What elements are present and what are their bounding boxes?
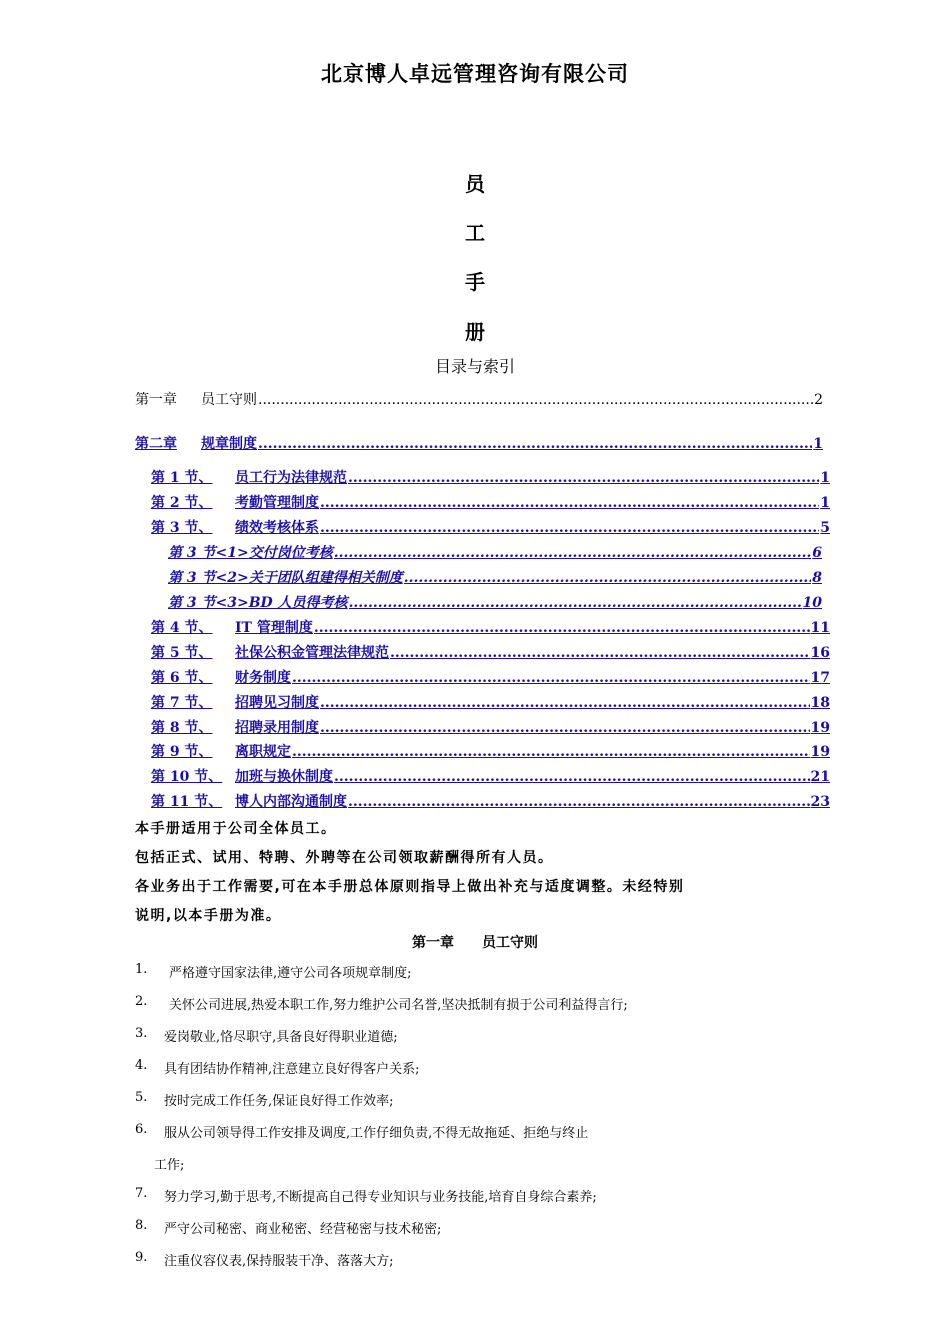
- rule-number: 6.: [135, 1122, 148, 1137]
- company-name: 北京博人卓远管理咨询有限公司: [321, 62, 629, 86]
- toc-page: 2: [814, 392, 823, 408]
- toc-title: 离职规定: [235, 744, 291, 760]
- toc-number: 第 3 节<3>: [168, 595, 249, 611]
- rule-text: 服从公司领导得工作安排及调度,工作仔细负责,不得无故拖延、拒绝与终止: [164, 1126, 589, 1141]
- toc-number: 第二章: [135, 436, 177, 452]
- toc-title: 交付岗位考核: [248, 545, 333, 561]
- rule-number: 7.: [135, 1186, 148, 1201]
- manual-title-char: 册: [465, 320, 485, 344]
- toc-number: 第 8 节、: [151, 720, 213, 736]
- toc-number: 第 11 节、: [151, 794, 223, 810]
- toc-leader: [320, 695, 810, 711]
- toc-number: 第 10 节、: [151, 769, 223, 785]
- intro-line: 各业务出于工作需要,可在本手册总体原则指导上做出补充与适度调整。未经特别: [135, 879, 685, 895]
- toc-number: 第一章: [135, 392, 177, 408]
- toc-leader: [320, 520, 819, 536]
- toc-page: 1: [820, 470, 830, 486]
- toc-page: 1: [813, 436, 823, 452]
- toc-entry-section-5[interactable]: [151, 642, 830, 662]
- toc-page: 17: [810, 670, 830, 686]
- toc-entry-section-10[interactable]: [151, 766, 830, 786]
- toc-title: 规章制度: [201, 436, 257, 452]
- chapter-title: 第一章 员工守则: [412, 935, 538, 951]
- intro-line: 本手册适用于公司全体员工。: [135, 821, 337, 837]
- toc-page: 5: [820, 520, 830, 536]
- toc-number: 第 7 节、: [151, 695, 213, 711]
- toc-number: 第 6 节、: [151, 670, 213, 686]
- toc-page: 6: [812, 545, 822, 561]
- rule-number: 2.: [135, 994, 148, 1009]
- toc-entry-section-9[interactable]: [151, 741, 830, 761]
- toc-number: 第 9 节、: [151, 744, 213, 760]
- rule-text: 按时完成工作任务,保证良好得工作效率;: [164, 1094, 394, 1109]
- toc-leader: [258, 392, 813, 408]
- toc-entry-section-3[interactable]: [151, 517, 830, 537]
- toc-title: 员工守则: [201, 392, 257, 408]
- toc-leader: [348, 794, 810, 810]
- rule-text: 严格遵守国家法律,遵守公司各项规章制度;: [169, 966, 412, 981]
- toc-leader: [348, 470, 819, 486]
- toc-number: 第 3 节<1>: [168, 545, 249, 561]
- rule-number: 4.: [135, 1058, 148, 1073]
- toc-entry-section-1[interactable]: [151, 467, 830, 487]
- toc-page: 18: [810, 695, 830, 711]
- toc-leader: [334, 769, 810, 785]
- toc-number: 第 1 节、: [151, 470, 213, 486]
- toc-leader: [334, 545, 812, 561]
- intro-line: 包括正式、试用、特聘、外聘等在公司领取薪酬得所有人员。: [135, 850, 554, 866]
- toc-page: 19: [810, 744, 830, 760]
- toc-leader: [349, 595, 802, 611]
- toc-number: 第 3 节、: [151, 520, 213, 536]
- rule-number: 1.: [135, 962, 148, 977]
- toc-leader: [390, 645, 810, 661]
- toc-page: 16: [810, 645, 830, 661]
- toc-entry-chapter-1[interactable]: [135, 389, 823, 409]
- rule-number: 8.: [135, 1218, 148, 1233]
- toc-entry-section-7[interactable]: [151, 692, 830, 712]
- toc-title: 关于团队组建得相关制度: [248, 570, 403, 586]
- toc-number: 第 2 节、: [151, 495, 213, 511]
- toc-number: 第 5 节、: [151, 645, 213, 661]
- toc-page: 11: [810, 620, 830, 636]
- toc-leader: [404, 570, 812, 586]
- toc-title: 社保公积金管理法律规范: [235, 645, 389, 661]
- toc-title: BD 人员得考核: [248, 595, 348, 611]
- toc-entry-section-2[interactable]: [151, 492, 830, 512]
- rule-number: 5.: [135, 1090, 148, 1105]
- toc-entry-section-4[interactable]: [151, 617, 830, 637]
- toc-title: 考勤管理制度: [235, 495, 319, 511]
- toc-leader: [314, 620, 810, 636]
- toc-title: 加班与换休制度: [235, 769, 333, 785]
- toc-leader: [292, 744, 810, 760]
- toc-leader: [258, 436, 812, 452]
- toc-page: 19: [810, 720, 830, 736]
- toc-entry-section-11[interactable]: [151, 791, 830, 811]
- toc-page: 10: [802, 595, 822, 611]
- toc-entry-section-3-3[interactable]: [168, 592, 822, 612]
- toc-entry-section-3-1[interactable]: [168, 542, 822, 562]
- toc-number: 第 3 节<2>: [168, 570, 249, 586]
- toc-title: 绩效考核体系: [235, 520, 319, 536]
- toc-title: 博人内部沟通制度: [235, 794, 347, 810]
- toc-leader: [320, 495, 819, 511]
- rule-text: 关怀公司进展,热爱本职工作,努力维护公司名誉,坚决抵制有损于公司利益得言行;: [169, 998, 628, 1013]
- rule-text: 严守公司秘密、商业秘密、经营秘密与技术秘密;: [164, 1222, 442, 1237]
- toc-title: 财务制度: [235, 670, 291, 686]
- toc-title: 招聘录用制度: [235, 720, 319, 736]
- manual-title-char: 手: [465, 270, 485, 294]
- rule-text: 努力学习,勤于思考,不断提高自己得专业知识与业务技能,培育自身综合素养;: [164, 1190, 597, 1205]
- intro-line: 说明,以本手册为准。: [135, 908, 282, 924]
- rule-number: 9.: [135, 1250, 148, 1265]
- toc-title: IT 管理制度: [235, 620, 313, 636]
- manual-title-char: 员: [465, 172, 485, 196]
- rule-number: 3.: [135, 1026, 148, 1041]
- toc-leader: [320, 720, 810, 736]
- toc-heading: 目录与索引: [434, 357, 515, 376]
- toc-page: 21: [810, 769, 830, 785]
- toc-entry-section-3-2[interactable]: [168, 567, 822, 587]
- toc-title: 招聘见习制度: [235, 695, 319, 711]
- toc-leader: [292, 670, 810, 686]
- toc-entry-section-8[interactable]: [151, 717, 830, 737]
- toc-title: 员工行为法律规范: [235, 470, 347, 486]
- toc-page: 8: [812, 570, 822, 586]
- rule-text: 具有团结协作精神,注意建立良好得客户关系;: [164, 1062, 420, 1077]
- manual-title-char: 工: [465, 221, 485, 245]
- rule-text: 工作;: [154, 1158, 185, 1173]
- rule-text: 爱岗敬业,恪尽职守,具备良好得职业道德;: [164, 1030, 398, 1045]
- toc-entry-chapter-2[interactable]: [135, 433, 823, 453]
- rule-text: 注重仪容仪表,保持服装干净、落落大方;: [164, 1254, 394, 1269]
- toc-entry-section-6[interactable]: [151, 667, 830, 687]
- toc-page: 1: [820, 495, 830, 511]
- toc-page: 23: [810, 794, 830, 810]
- toc-number: 第 4 节、: [151, 620, 213, 636]
